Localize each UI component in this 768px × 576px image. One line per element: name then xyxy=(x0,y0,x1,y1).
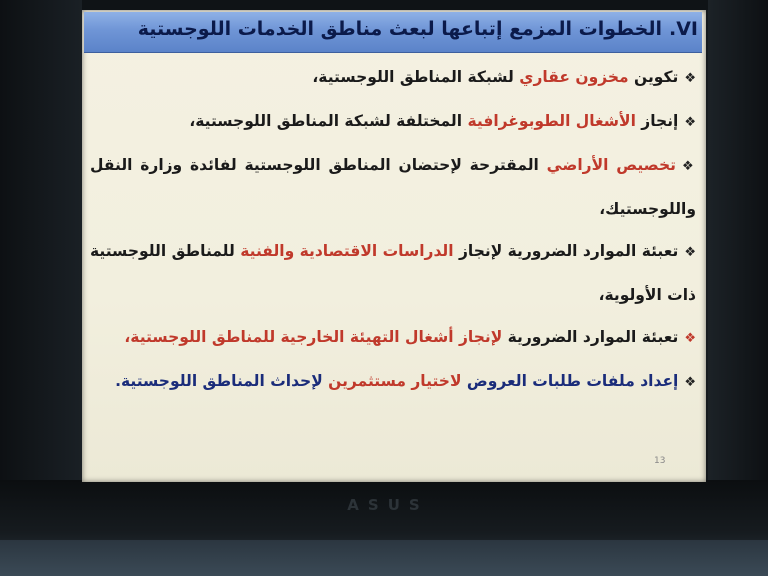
bullet-text-segment: تكوين xyxy=(628,68,679,86)
slide-title-number: VI. xyxy=(669,18,698,40)
bullet-text-segment: للمناطق اللوجستية ذات الأولوية، xyxy=(90,242,696,304)
bullet-diamond-icon: ❖ xyxy=(684,115,696,130)
bullet-diamond-icon: ❖ xyxy=(681,159,697,174)
bullet-diamond-icon: ❖ xyxy=(684,375,696,390)
bullet-text-segment: لإنجاز أشغال التهيئة الخارجية للمناطق اللوجستية، xyxy=(124,328,503,346)
bullet-text-segment: تخصيص الأراضي xyxy=(546,156,676,174)
slide-bullet-item xyxy=(90,144,696,230)
slide-title-bar xyxy=(84,12,702,53)
bullet-text-segment: الدراسات الاقتصادية والفنية xyxy=(240,242,454,260)
slide-bullet-list xyxy=(90,56,696,466)
bullet-text-segment: المقترحة لإحتضان المناطق اللوجستية لفائدة وزارة النقل واللوجستيك، xyxy=(90,156,696,218)
brand-logo: ASUS xyxy=(347,496,429,514)
bullet-text-segment: المختلفة لشبكة المناطق اللوجستية، xyxy=(189,112,468,130)
bullet-text-segment: تعبئة الموارد الضرورية xyxy=(502,328,679,346)
bullet-text-segment: لاختيار مستثمرين xyxy=(328,372,462,390)
bullet-diamond-icon: ❖ xyxy=(684,245,696,260)
bullet-text-segment: الأشغال الطوبوغرافية xyxy=(467,112,636,130)
bullet-text-segment: لإحداث المناطق اللوجستية. xyxy=(115,372,329,390)
laptop-base xyxy=(0,540,768,576)
bullet-text-segment: إنجاز xyxy=(635,112,679,130)
bezel-left xyxy=(0,0,82,490)
slide-bullet-item xyxy=(90,56,696,100)
bullet-diamond-icon: ❖ xyxy=(684,71,696,86)
slide-bullet-item xyxy=(90,360,696,404)
bullet-text-segment: مخزون عقاري xyxy=(519,68,629,86)
bullet-text-segment: إعداد ملفات طلبات العروض xyxy=(461,372,679,390)
bullet-text-segment: لشبكة المناطق اللوجستية، xyxy=(312,68,520,86)
bezel-top xyxy=(0,0,768,10)
bullet-text-segment: تعبئة الموارد الضرورية لإنجاز xyxy=(453,242,679,260)
slide-bullet-item xyxy=(90,100,696,144)
slide-bullet-item xyxy=(90,230,696,316)
slide-page-number: 13 xyxy=(654,456,666,466)
bullet-diamond-icon: ❖ xyxy=(684,331,696,346)
slide-screen xyxy=(82,10,706,482)
slide-bullet-item xyxy=(90,316,696,360)
slide-title: الخطوات المزمع إتباعها لبعث مناطق الخدمات اللوجستية xyxy=(137,18,662,40)
bezel-right xyxy=(708,0,768,490)
